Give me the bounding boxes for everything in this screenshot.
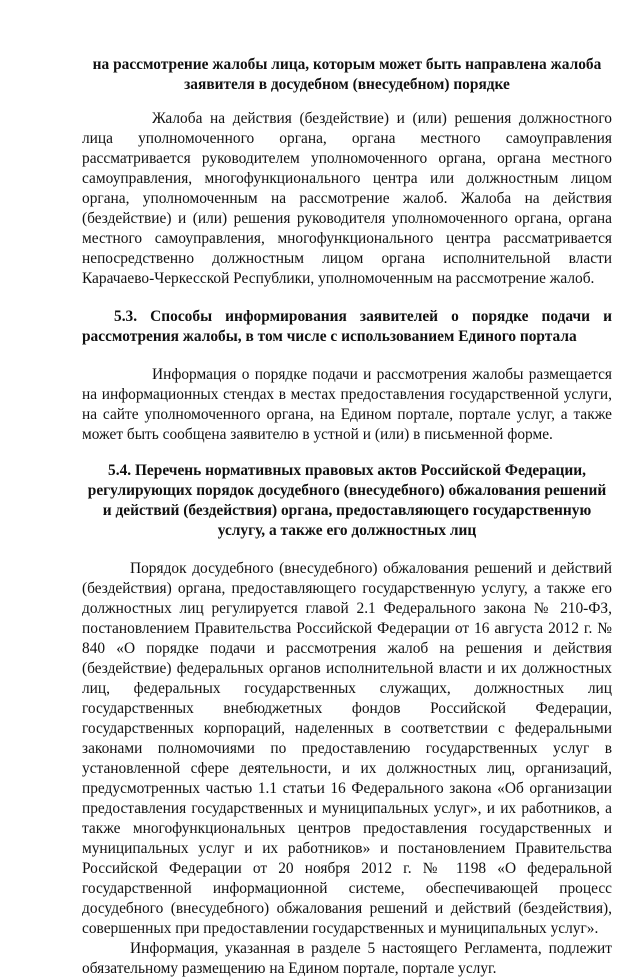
section-5-2-paragraph: Жалоба на действия (бездействие) и (или) решения должностного лица уполномоченного органа, органа местного самоуправления рассматривается руководителем уполномоченного органа, органа местного самоуправления, многофункционального центра или должностным лицом органа, уполномоченным на рассмотрение жалоб. Жалоба на действия (бездействие) и (или) решения руководителя уполномоченного органа, органа местного самоуправления, многофункционального центра рассматривается непосредственно должностным лицом органа исполнительной власти Карачаево-Черкесской Республики, уполномоченным на рассмотрение жалоб. (82, 110, 612, 287)
section-5-3-heading: 5.3. Способы информирования заявителей о порядке подачи и рассмотрения жалобы, в том числе с использованием Единого портала (82, 308, 612, 345)
section-5-4-paragraph-2: Информация, указанная в разделе 5 настоящего Регламента, подлежит обязательному размещению на Едином портале, портале услуг. (82, 940, 612, 977)
section-5-2-heading-continuation: на рассмотрение жалобы лица, которым может быть направлена жалоба заявителя в досудебном (внесудебном) порядке (92, 56, 602, 93)
document-page (82, 55, 612, 979)
section-5-4-heading: 5.4. Перечень нормативных правовых актов Российской Федерации, регулирующих порядок досудебного (внесудебного) обжалования решений и действий (бездействия) органа, предоставляющего государственную услугу, а также его должностных лиц (87, 462, 607, 539)
section-5-4-paragraph-1: Порядок досудебного (внесудебного) обжалования решений и действий (бездействия) органа, предоставляющего государственную услугу, а также его должностных лиц регулируется главой 2.1 Федерального закона № 210-ФЗ, постановлением Правительства Российской Федерации от 16 августа 2012 г. № 840 «О порядке подачи и рассмотрения жалоб на решения и действия (бездействие) федеральных органов исполнительной власти и их должностных лиц, федеральных государственных служащих, должностных лиц государственных внебюджетных фондов Российской Федерации, государственных корпораций, наделенных в соответствии с федеральными законами полномочиями по предоставлению государственных услуг в установленной сфере деятельности, и их должностных лиц, организаций, предусмотренных частью 1.1 статьи 16 Федерального закона «Об организации предоставления государственных и муниципальных услуг», и их работников, а также многофункциональных центров предоставления государственных и муниципальных услуг и их работников» и постановлением Правительства Российской Федерации от 20 ноября 2012 г. № 1198 «О федеральной государственной информационной системе, обеспечивающей процесс досудебного (внесудебного) обжалования решений и действий (бездействия), совершенных при предоставлении государственных и муниципальных услуг». (82, 560, 612, 937)
section-5-3-paragraph: Информация о порядке подачи и рассмотрения жалобы размещается на информационных стендах в местах предоставления государственной услуги, на сайте уполномоченного органа, на Едином портале, портале услуг, а также может быть сообщена заявителю в устной и (или) в письменной форме. (82, 366, 612, 443)
